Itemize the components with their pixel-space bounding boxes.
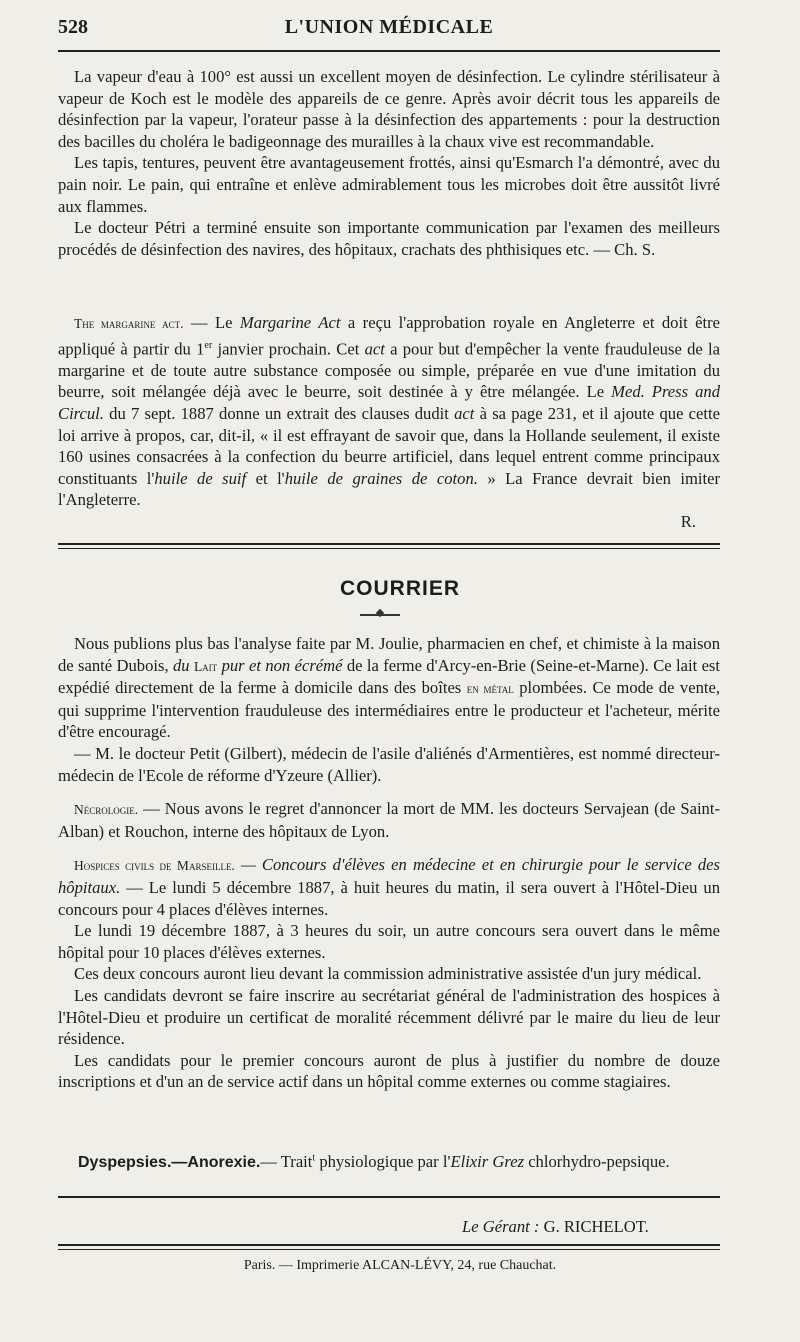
- text: chlorhydro-pepsique.: [524, 1152, 670, 1171]
- paragraph: La vapeur d'eau à 100° est aussi un excellent moyen de désinfection. Le cylindre stérilisateur à vapeur de Koch est le modèle des appareils de ce genre. Après avoir décrit tous les appareils de désinfection par la vapeur, l'orateur passe à la désinfection des appartements : pour la destruction des bacilles du choléra le badigeonnage des murailles à la chaux vive est recommandable.: [58, 67, 720, 151]
- italic-text: Elixir Grez: [450, 1152, 525, 1171]
- courrier-body: [58, 633, 720, 1093]
- italic-text: act: [364, 339, 385, 359]
- text: de la ferme d'Arcy-en-Brie (Seine-et-Marne). Ce lait est expédié directement de la ferme à domicile dans des boîtes: [58, 655, 720, 698]
- italic-text: pur et non écrémé: [221, 655, 343, 675]
- header-rule: [58, 50, 720, 52]
- superscript: er: [204, 339, 213, 351]
- paragraph: — M. le docteur Petit (Gilbert), médecin de l'asile d'aliénés d'Armentières, est nommé directeur-médecin de l'Ecole de réforme d'Yzeure (Allier).: [58, 743, 720, 785]
- footer-rule-thin: [58, 1249, 720, 1250]
- paragraph: [58, 798, 720, 842]
- italic-text: du: [172, 655, 190, 675]
- italic-text: act: [454, 403, 475, 423]
- text: physiologique par l': [315, 1152, 451, 1171]
- small-caps-text: Hospices civils de Marseille.: [74, 858, 235, 874]
- paragraph: [58, 854, 720, 920]
- small-caps-text: Lait: [193, 658, 218, 674]
- paragraph: Les tapis, tentures, peuvent être avantageusement frottés, ainsi qu'Esmarch l'a démontré, avec du pain noir. Le pain, qui entraîne et enlève admirablement tous les microbes doit être aussitôt livré aux flammes.: [58, 153, 720, 216]
- text: — Le: [183, 313, 240, 332]
- text: plombées. Ce mode de vente, qui supprime l'intervention frauduleuse des intermédiaires entre le producteur et l'acheteur, mérite d'être encouragé.: [58, 678, 721, 742]
- small-caps-text: Nécrologie.: [74, 802, 139, 818]
- signature: R.: [680, 511, 696, 531]
- section-rule: [58, 543, 720, 545]
- footer-rule: [58, 1244, 720, 1246]
- italic-text: Margarine Act: [239, 313, 341, 332]
- gerant-line: [462, 1217, 649, 1237]
- journal-title: L'UNION MÉDICALE: [284, 16, 494, 38]
- gerant-label: Le Gérant :: [462, 1217, 540, 1236]
- superscript: t: [312, 1152, 316, 1164]
- text: et l': [246, 468, 285, 488]
- italic-text: huile de suif: [154, 468, 247, 488]
- section-rule-thin: [58, 548, 720, 549]
- italic-text: — Concours d'élèves en médecine et en chirurgie pour le service des hôpitaux.: [58, 855, 720, 897]
- small-caps-text: en métal: [466, 681, 514, 697]
- gerant-name: G. RICHELOT.: [539, 1217, 649, 1236]
- text: à sa page 231, et il ajoute que cette loi arrive à propos, car, dit-il, « il est effrayant de savoir que, dans la Hollande seulement, il existe 160 usines consacrées à la confection du beurre artificiel, dans lequel entrent comme principaux constituants l': [58, 403, 720, 488]
- paragraph: Ces deux concours auront lieu devant la commission administrative assistée d'un jury médical.: [74, 964, 702, 984]
- text: a reçu l'approbation royale en Angleterre et doit être appliqué à partir du 1: [58, 313, 720, 359]
- article-margarine: [58, 312, 720, 532]
- paragraph: Le lundi 19 décembre 1887, à 3 heures du soir, un autre concours sera ouvert dans le même hôpital pour 10 places d'élèves externes.: [58, 921, 720, 962]
- text: du 7 sept. 1887 donne un extrait des clauses dudit: [103, 403, 455, 423]
- section-heading: The margarine act.: [74, 316, 184, 331]
- printer-imprint: Paris. — Imprimerie ALCAN-LÉVY, 24, rue Chauchat.: [243, 1258, 557, 1273]
- page-number: 528: [58, 16, 88, 38]
- paragraph: Les candidats pour le premier concours auront de plus à justifier du nombre de douze inscriptions et d'un an de service actif dans un hôpital comme externes ou comme stagiaires.: [58, 1050, 720, 1092]
- advertisement: [78, 1152, 728, 1172]
- italic-text: Med. Press and Circul.: [58, 382, 720, 423]
- paragraph: [58, 633, 720, 743]
- text: — Nous avons le regret d'annoncer la mort de MM. les docteurs Servajean (de Saint-Alban) et Rouchon, interne des hôpitaux de Lyon.: [58, 799, 720, 841]
- paragraph: Le docteur Pétri a terminé ensuite son importante communication par l'examen des meilleurs procédés de désinfection des navires, des hôpitaux, crachats des phthisiques etc. — Ch. S.: [58, 218, 720, 259]
- text: — Le lundi 5 décembre 1887, à huit heures du matin, il sera ouvert à l'Hôtel-Dieu un concours pour 4 places d'élèves internes.: [58, 877, 720, 919]
- text: janvier prochain. Cet: [212, 339, 365, 359]
- text: Nous publions plus bas l'analyse faite par M. Joulie, pharmacien en chef, et chimiste à la maison de santé Dubois,: [58, 634, 720, 675]
- text: a pour but d'empêcher la vente frauduleuse de la margarine et de toute autre substance composée ou simple, préparée en vue d'une imitation du beurre, soit mélangée déjà avec le beurre, soit destinée à y être mélangée. Le: [58, 339, 720, 402]
- page-header: [58, 14, 720, 40]
- paragraph: Les candidats devront se faire inscrire au secrétariat général de l'administration des hospices à l'Hôtel-Dieu et produire un certificat de moralité récemment délivré par le maire du lieu de leur résidence.: [58, 985, 720, 1049]
- paragraph: [58, 312, 720, 511]
- ad-brand: Dyspepsies.—Anorexie.: [78, 1154, 261, 1171]
- italic-text: huile de graines de coton.: [284, 468, 478, 488]
- section-title: COURRIER: [339, 577, 460, 600]
- text: — Trait: [260, 1152, 313, 1171]
- article-desinfection: [58, 66, 720, 260]
- footer-rule: [58, 1196, 720, 1198]
- text: » La France devrait bien imiter l'Angleterre.: [58, 468, 720, 510]
